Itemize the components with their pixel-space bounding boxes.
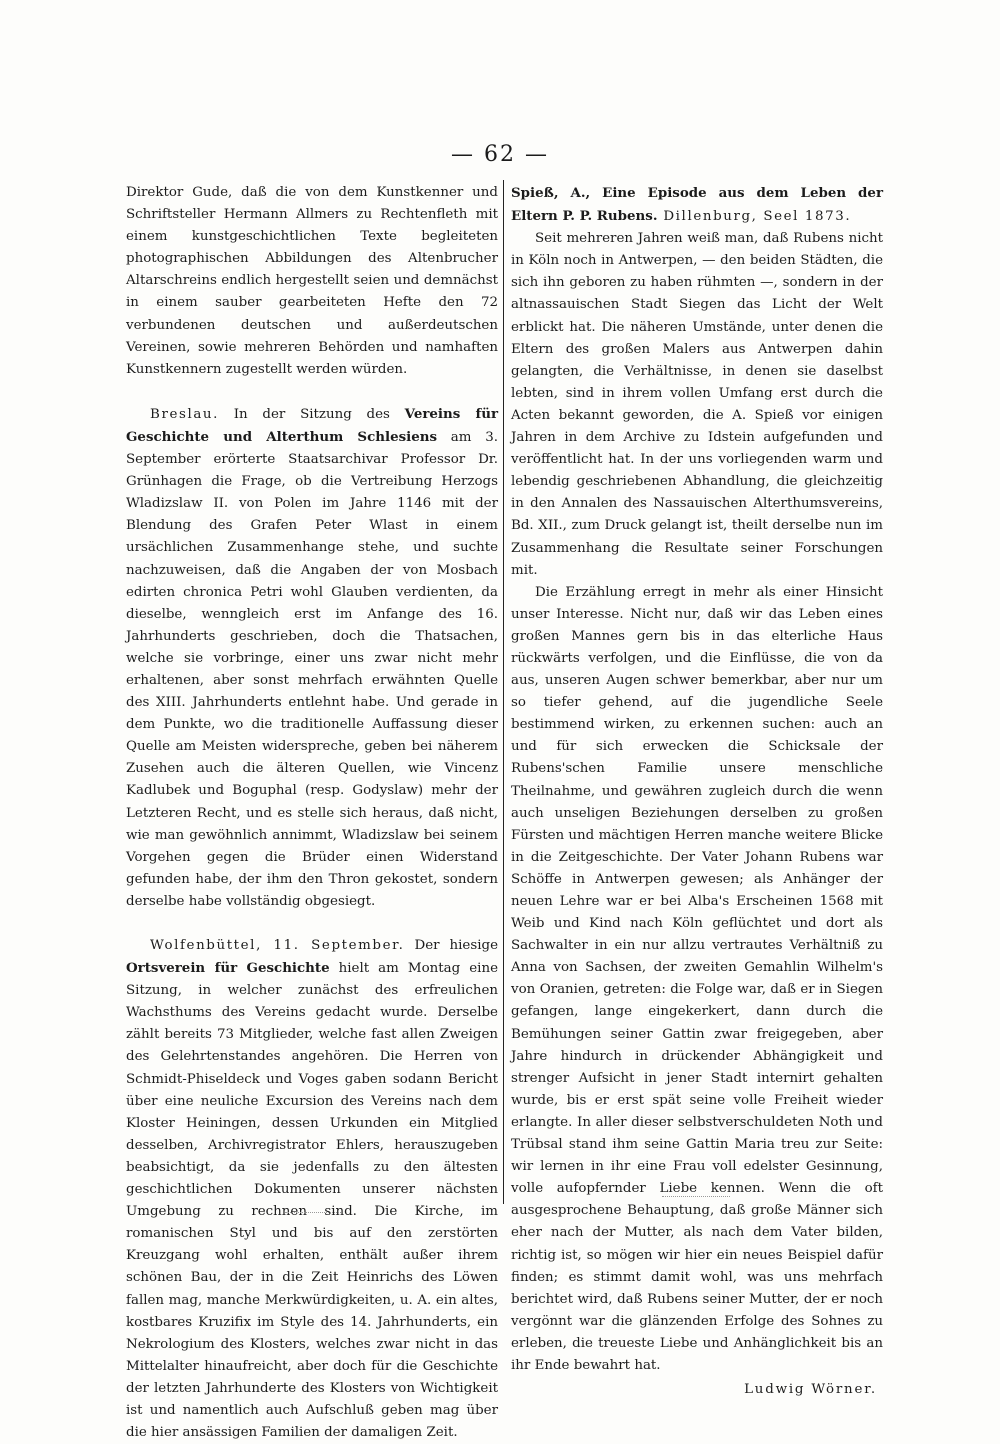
review-title: Spieß, A., Eine Episode aus dem Leben der Eltern P. P. Rubens.	[511, 185, 883, 225]
intro-paragraph: Direktor Gude, daß die von dem Kunstkenner und Schriftsteller Hermann Allmers zu Rechtenfleth mit einem kunstgeschichtlichen Texte begleiteten photographischen Abbildungen des Altenbrucher Altarschreins endlich hergestellt seien und demnächst in einem sauber gearbeiteten Hefte den 72 verbundenen deutschen und außerdeutschen Vereinen, sowie mehreren Behörden und namhaften Kunstkennern zugestellt werden würden.	[126, 185, 498, 377]
right-column	[511, 182, 883, 1401]
wolfenbuettel-text-b: hielt am Montag eine Sitzung, in welcher zunächst des erfreulichen Wachsthums des Vereins gedacht wurde. Derselbe zählt bereits 73 Mitglieder, welche fast allen Zweigen des Gelehrtenstandes angehören. Die Herren von Schmidt-Phiseldeck und Voges gaben sodann Bericht über eine neuliche Excursion des Vereins nach dem Kloster Heiningen, dessen Urkunden ein Mitglied desselben, Archivregistrator Ehlers, herauszugeben beabsichtigt, da sie jedenfalls zu den ältesten geschichtlichen Dokumenten unserer nächsten Umgebung zu rechnen sind. Die Kirche, im romanischen Styl und bis auf den zerstörten Kreuzgang wohl erhalten, enthält außer ihrem schönen Bau, der in die Zeit Heinrichs des Löwen fallen mag, manche Merkwürdigkeiten, u. A. ein altes, kostbares Kruzifix im Style des 14. Jahrhunderts, ein Nekrologium des Klosters, welches zwar nicht in das Mittelalter hinaufreicht, aber doch für die Geschichte der letzten Jahrhunderte des Klosters von Wichtigkeit ist und namentlich auch Aufschluß geben mag über die hier ansässigen Familien der damaligen Zeit.	[126, 961, 498, 1441]
review-signature: Ludwig Wörner.	[744, 1382, 877, 1398]
left-column	[126, 182, 498, 1444]
wolfenbuettel-report	[126, 935, 498, 1444]
review-heading	[511, 182, 883, 228]
wolfenbuettel-society: Ortsverein für Geschichte	[126, 960, 330, 977]
column-divider	[503, 180, 504, 1204]
breslau-text-a: In der Sitzung des	[218, 406, 405, 422]
wolfenbuettel-text-a: Der hiesige	[404, 938, 498, 953]
breslau-society: Vereins für Geschichte und Alterthum Schlesiens	[126, 405, 498, 445]
right-end-rule	[662, 1196, 730, 1197]
review-paragraph-2: Die Erzählung erregt in mehr als einer Hinsicht unser Interesse. Nicht nur, daß wir das Leben eines großen Mannes gern bis in das elterliche Haus rückwärts verfolgen, und die Einflüsse, die von da aus, unseren Augen schwer bemerkbar, aber nur um so tiefer gehend, auf die jugendliche Seele bestimmend wirken, zu erkennen suchen: auch an und für sich erwecken die Schicksale der Rubens'schen Familie unsere menschliche Theilnahme, und gewähren zugleich durch die wenn auch unseligen Beziehungen derselben zu großen Fürsten und mächtigen Herren manche weitere Blicke in die Zeitgeschichte. Der Vater Johann Rubens war Schöffe in Antwerpen gewesen; als Anhänger der neuen Lehre war er bei Alba's Erscheinen 1568 mit Weib und Kind nach Köln geflüchtet und dort als Sachwalter in ein nur allzu vertrautes Verhältniß zu Anna von Sachsen, der zweiten Gemahlin Wilhelm's von Oranien, getreten: die Folge war, daß er in Siegen gefangen, lange eingekerkert, dann durch die Bemühungen seiner Gattin zwar freigegeben, aber Jahre hindurch in drückender Abhängigkeit und strenger Aufsicht in jener Stadt internirt gehalten wurde, bis er erst spät seine volle Freiheit wieder erlangte. In aller dieser selbstverschuldeten Noth und Trübsal stand ihm seine Gattin Maria treu zur Seite: wir lernen in ihr eine Frau voll edelster Gesinnung, volle aufopfernder Liebe kennen. Wenn die oft ausgesprochene Behauptung, daß große Männer sich eher nach der Mutter, als nach dem Vater bilden, richtig ist, so mögen wir hier ein neues Beispiel dafür finden; es stimmt damit wohl, was uns mehrfach berichtet wird, daß Rubens seiner Mutter, der er noch vergönnt war die glänzenden Erfolge des Sohnes zu erleben, die treueste Liebe und Anhänglichkeit bis an ihr Ende bewahrt hat.	[511, 584, 883, 1373]
review-paragraph-1: Seit mehreren Jahren weiß man, daß Rubens nicht in Köln noch in Antwerpen, — den beiden Städten, die sich ihn geboren zu haben rühmten —, sondern in der altnassauischen Stadt Siegen das Licht der Welt erblickt hat. Die näheren Umstände, unter denen die Eltern des großen Malers aus Antwerpen dahin gelangten, die Verhältnisse, in denen sie daselbst lebten, sind in ihrem vollen Umfang erst durch die Acten bekannt geworden, die A. Spieß vor einigen Jahren in dem Archive zu Idstein aufgefunden und veröffentlicht hat. In der uns vorliegenden warm und lebendig geschriebenen Abhandlung, die gleichzeitig in den Annalen des Nassauischen Alterthumsvereins, Bd. XII., zum Druck gelangt ist, theilt derselbe nun im Zusammenhang die Resultate seiner Forschungen mit.	[511, 231, 883, 578]
breslau-report	[126, 403, 498, 913]
review-publisher: Dillenburg, Seel 1873.	[657, 209, 852, 225]
breslau-text-b: am 3. September erörterte Staatsarchivar Professor Dr. Grünhagen die Frage, ob die Vertreibung Herzogs Wladizslaw II. von Polen im Jahre 1146 mit der Blendung des Grafen Peter Wlast in einem ursächlichen Zusammenhange stehe, und suchte nachzuweisen, daß die Angaben der von Mosbach edirten chronica Petri wohl Glauben verdienten, da dieselbe, wenngleich erst im Anfange des 16. Jahrhunderts geschrieben, doch die Thatsachen, welche sie vorbringe, einer uns zwar nicht mehr erhaltenen, aber sonst mehrfach erwähnten Quelle des XIII. Jahrhunderts entlehnt habe. Und gerade in dem Punkte, wo die traditionelle Auffassung dieser Quelle am Meisten widerspreche, geben bei näherem Zusehen auch die älteren Quellen, wie Vincenz Kadlubek und Boguphal (resp. Godyslaw) mehr der Letzteren Recht, und es stelle sich heraus, daß nicht, wie man gewöhnlich annimmt, Wladizslaw bei seinem Vorgehen gegen die Brüder einen Widerstand gefunden habe, der ihm den Thron gekostet, sondern derselbe habe vollständig obgesiegt.	[126, 429, 498, 909]
wolfenbuettel-place: Wolfenbüttel, 11. September.	[150, 938, 405, 953]
left-end-rule	[285, 1212, 341, 1213]
page-number: — 62 —	[451, 142, 549, 167]
breslau-place: Breslau.	[150, 406, 219, 422]
